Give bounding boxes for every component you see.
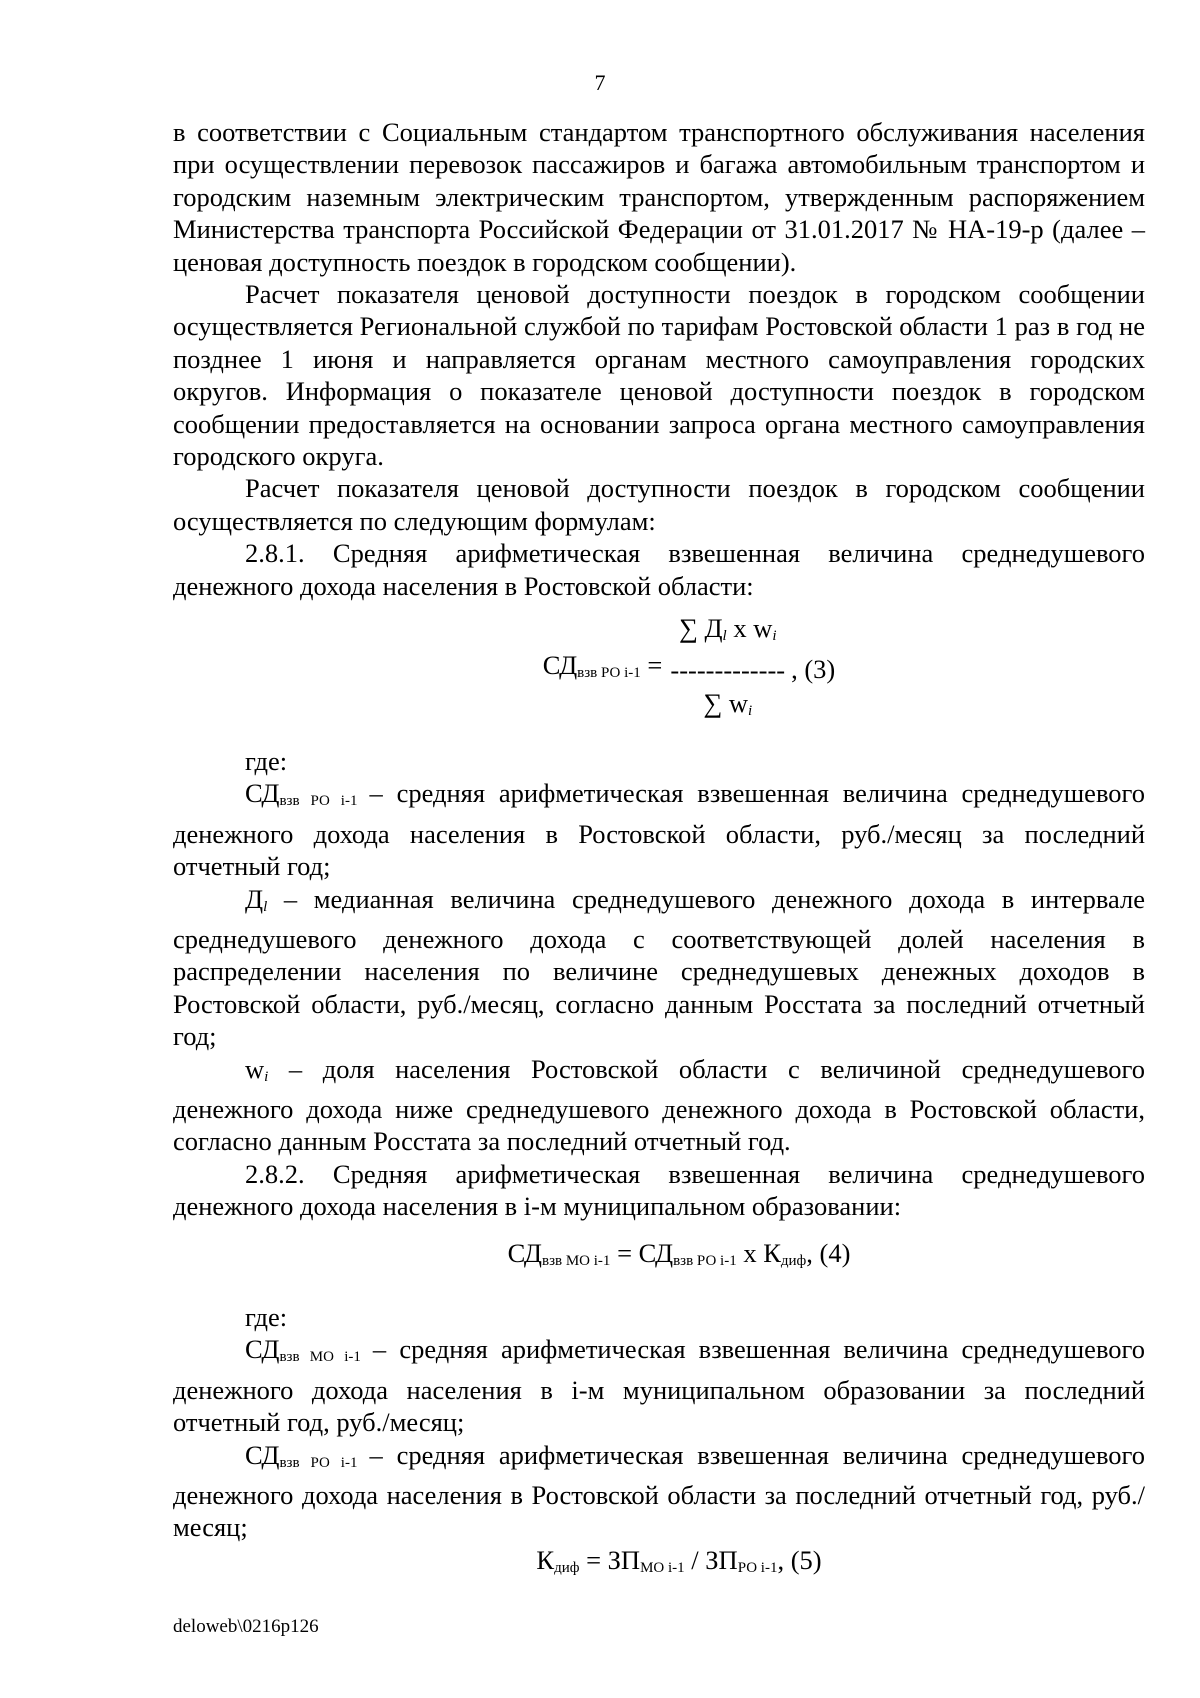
formula-5: $К_{диф} = ЗП_{МО i-1} / ЗП_{РО i-1}$, (5)	[536, 1544, 822, 1576]
paragraph-1: в соответствии с Социальным стандартом транспортного обслуживания населения при осуществлении перевозок пассажиров и багажа автомобильным транспортом и городским наземным электрическим транспортом, утвержденным распоряжением Министерства транспорта Российской Федерации от 31.01.2017 № НА-19-р (далее – ценовая доступность поездок в городском сообщении).	[173, 117, 1145, 277]
definition-sd-mo: $СД_{взв МО i-1}$ – средняя арифметическая взвешенная величина среднедушевого денежного дохода населения в i-м муниципальном образовании за последний отчетный год, руб./месяц;	[173, 1334, 1145, 1438]
where-label-1: где:	[245, 745, 288, 776]
definition-sd-ro: $СД_{взв РО i-1}$ – средняя арифметическая взвешенная величина среднедушевого денежного дохода населения в Ростовской области, руб./месяц за последний отчетный год;	[173, 778, 1145, 882]
where-label-2: где:	[245, 1302, 288, 1332]
formula-3-fraction-line: -------------	[670, 654, 786, 685]
page-number: 7	[594, 70, 606, 95]
paragraph-3: Расчет показателя ценовой доступности поездок в городском сообщении осуществляется по следующим формулам:	[173, 473, 1145, 536]
paragraph-5: 2.8.2. Средняя арифметическая взвешенная величина среднедушевого денежного дохода населения в i-м муниципальном образовании:	[173, 1158, 1145, 1222]
formula-3-numerator: ∑ $Д_l$ х $w_i$	[678, 613, 777, 645]
formula-3	[233, 612, 1145, 727]
definition-w-i: $w_i$ – доля населения Ростовской области с величиной среднедушевого денежного дохода ниже среднедушевого денежного дохода в Ростовской области, согласно данным Росстата за последний отчетный год.	[173, 1053, 1146, 1157]
document-body	[173, 116, 1145, 1584]
paragraph-2: Расчет показателя ценовой доступности поездок в городском сообщении осуществляется Региональной службой по тарифам Ростовской области 1 раз в год не позднее 1 июня и направляется органам местного самоуправления городских округов. Информация о показателе ценовой доступности поездок в городском сообщении предоставляется на основании запроса органа местного самоуправления городского округа.	[173, 279, 1145, 472]
formula-4: $СД_{взв МО i-1} = СД_{взв РО i-1}$ х $К_{диф}$, (4)	[507, 1237, 851, 1269]
definition-sd-ro-2: $СД_{взв РО i-1}$ – средняя арифметическая взвешенная величина среднедушевого денежного дохода населения в Ростовской области за последний отчетный год, руб./месяц;	[173, 1439, 1145, 1543]
formula-3-label: , (3)	[791, 654, 836, 685]
formula-3-lhs: $СД_{взв РО i-1}$ =	[542, 650, 663, 682]
definition-d-l: $Д_l$ – медианная величина среднедушевого денежного дохода в интервале среднедушевого денежного дохода с соответствующей долей населения в распределении населения по величине среднедушевых денежных доходов в Ростовской области, руб./месяц, согласно данным Росстата за последний отчетный год;	[173, 883, 1146, 1052]
paragraph-4: 2.8.1. Средняя арифметическая взвешенная величина среднедушевого денежного дохода населения в Ростовской области:	[173, 538, 1145, 601]
formula-3-denominator: ∑ $w_i$	[703, 687, 753, 719]
formula-3-fraction	[670, 612, 785, 727]
footer-file-reference: deloweb\0216p126	[173, 1616, 319, 1637]
